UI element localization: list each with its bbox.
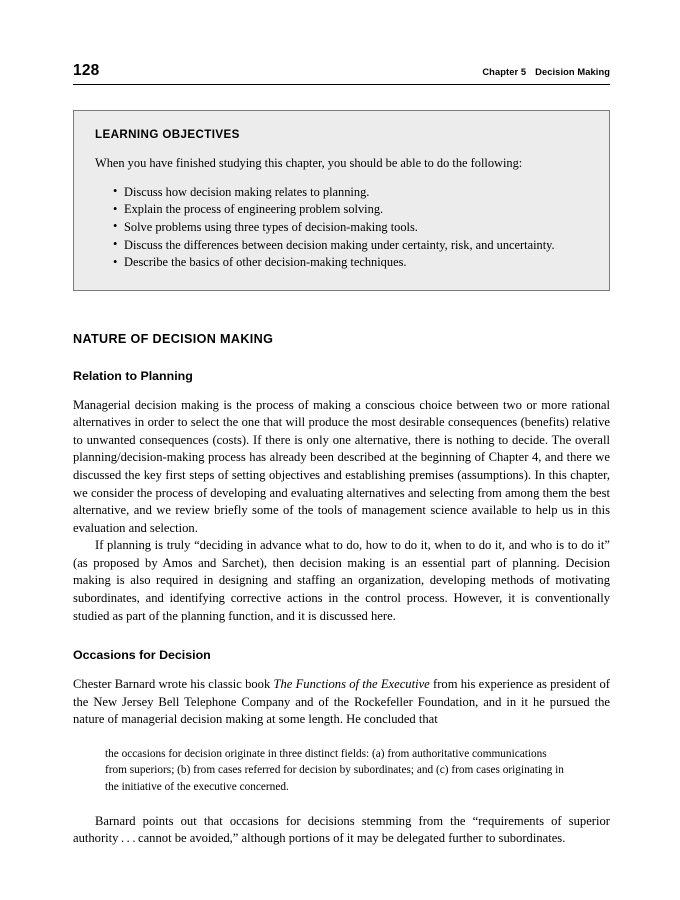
learning-objectives-list	[95, 184, 589, 272]
running-head-title: Decision Making	[535, 67, 610, 77]
paragraph: Barnard points out that occasions for decisions stemming from the “requirements of superior authority . . . cannot be avoided,” although portions of it may be delegated further to subordinates.	[73, 813, 610, 846]
list-item: • Discuss the differences between decision making under certainty, risk, and uncertainty.	[113, 237, 589, 255]
book-title: The Functions of the Executive	[273, 677, 430, 692]
list-item: • Describe the basics of other decision-making techniques.	[113, 254, 589, 272]
paragraph: Managerial decision making is the process of making a conscious choice between two or more rational alternatives in order to select the one that will produce the most desirable consequences (benefits) relative to unwanted consequences (costs). If there is only one alternative, there is nothing to decide. The overall planning/decision-making process has already been described at the beginning of Chapter 4, and there we discussed the key first steps of setting objectives and establishing premises (assumptions). In this chapter, we consider the process of developing and evaluating alternatives and selecting from among them the best alternative, and we review briefly some of the tools of management science available to help us in this evaluation and selection.	[73, 397, 610, 535]
subsection-heading-relation-to-planning: Relation to Planning	[73, 368, 193, 383]
header-rule	[73, 84, 610, 85]
learning-objectives-box	[73, 110, 610, 291]
list-item: • Discuss how decision making relates to planning.	[113, 184, 589, 202]
paragraph-text-pre: Chester Barnard wrote his classic book	[73, 677, 274, 692]
page-content	[73, 62, 610, 848]
paragraph-text-post: from his experience as president of the New Jersey Bell Telephone Company and of the Rockefeller Foundation, and in it he pursued the nature of managerial decision making at some length. He concluded that	[73, 677, 610, 727]
list-item: • Solve problems using three types of decision-making tools.	[113, 219, 589, 237]
section-heading: NATURE OF DECISION MAKING	[73, 331, 274, 346]
running-head-chapter: Chapter 5	[482, 67, 527, 77]
block-quote	[73, 746, 610, 796]
block-quote-text: the occasions for decision originate in three distinct fields: (a) from authoritative communications from superiors; (b) from cases referred for decision by subordinates; and (c) from cases originating in the initiative of the executive concerned.	[105, 747, 564, 793]
page-number: 128	[73, 62, 100, 79]
learning-objectives-heading: LEARNING OBJECTIVES	[95, 128, 240, 141]
running-head-text	[482, 67, 610, 77]
learning-objectives-intro: When you have finished studying this chapter, you should be able to do the following:	[95, 156, 523, 170]
list-item: • Explain the process of engineering problem solving.	[113, 201, 589, 219]
paragraph	[73, 676, 610, 729]
running-head	[73, 62, 610, 80]
subsection-heading-occasions-for-decision: Occasions for Decision	[73, 648, 211, 663]
paragraph: If planning is truly “deciding in advance what to do, how to do it, when to do it, and who is to do it” (as proposed by Amos and Sarchet), then decision making is an essential part of planning. Decision making is also required in designing and staffing an organization, developing methods of motivating subordinates, and identifying corrective actions in the control process. However, it is conventionally studied as part of the planning function, and it is discussed here.	[73, 538, 610, 623]
